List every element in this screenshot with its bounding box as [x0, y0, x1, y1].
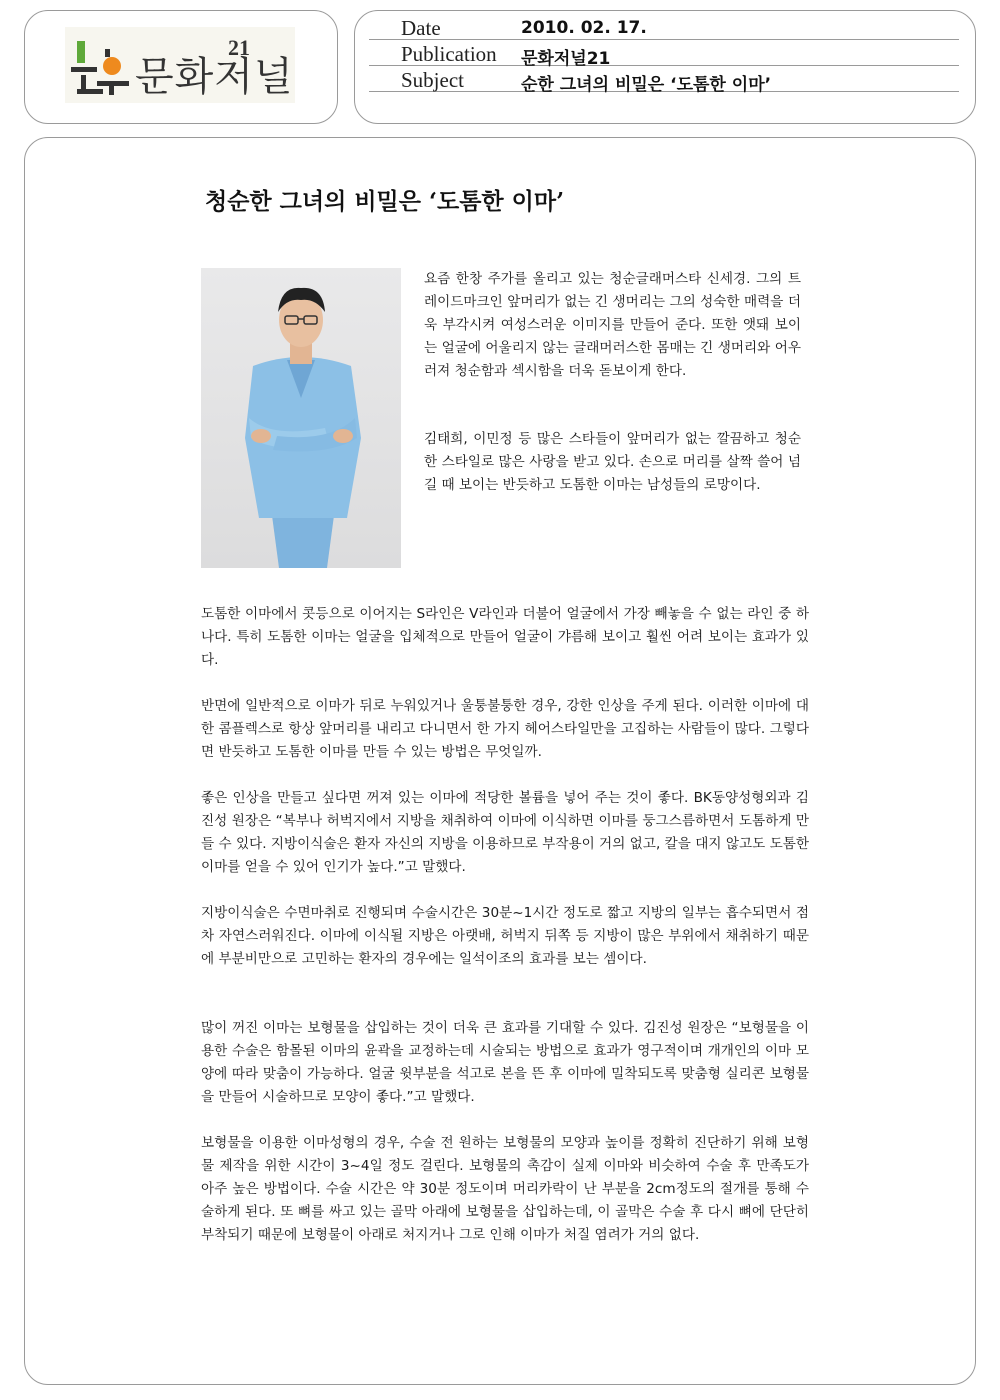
body-paragraph: 보형물을 이용한 이마성형의 경우, 수술 전 원하는 보형물의 모양과 높이를 정확히 진단하기 위해 보형물 제작을 위한 시간이 3~4일 정도 걸린다. 보형물의 촉감이 실제 이마와 비슷하여 수술 후 만족도가 아주 높은 방법이다. 수술 시간은 약 30분 정도이며 머리카락이 난 부분을 2cm정도의 절개를 통해 수술하게 된다. 또 뼈를 싸고 있는 골막 아래에 보형물을 삽입하는데, 이 골막은 수술 후 다시 뼈에 단단히 부착되기 때문에 보형물이 아래로 처지거나 그로 인해 이마가 처질 염려가 거의 없다. [201, 1135, 809, 1243]
logo-panel [24, 10, 338, 124]
logo-green-stroke [77, 41, 85, 63]
logo-orange-dot [103, 57, 121, 75]
logo-dark-stroke [77, 89, 103, 94]
article-title: 청순한 그녀의 비밀은 ‘도톰한 이마’ [205, 188, 565, 215]
logo-dark-stroke [71, 67, 97, 72]
doctor-portrait-photo [201, 268, 401, 568]
body-paragraph: 지방이식술은 수면마취로 진행되며 수술시간은 30분~1시간 정도로 짧고 지방의 일부는 흡수되면서 점차 자연스러워진다. 이마에 이식될 지방은 아랫배, 허벅지 뒤쪽 등 지방이 많은 부위에서 채취하기 때문에 부분비만으로 고민하는 환자의 경우에는 일석이조의 효과를 보는 셈이다. [201, 905, 809, 967]
meta-row-subject [369, 66, 959, 95]
meta-value: 2010. 02. 17. [521, 18, 647, 38]
meta-value: 문화저널21 [521, 49, 611, 69]
meta-label: Subject [401, 68, 464, 92]
body-paragraph: 도톰한 이마에서 콧등으로 이어지는 S라인은 V라인과 더불어 얼굴에서 가장 빼놓을 수 없는 라인 중 하나다. 특히 도톰한 이마는 얼굴을 입체적으로 만들어 얼굴이 갸름해 보이고 훨씬 어려 보이는 효과가 있다. [201, 606, 809, 668]
metadata-panel [354, 10, 976, 124]
article-panel [24, 137, 976, 1385]
body-paragraph: 반면에 일반적으로 이마가 뒤로 누워있거나 울퉁불퉁한 경우, 강한 인상을 주게 된다. 이러한 이마에 대한 콤플렉스로 항상 앞머리를 내리고 다니면서 한 가지 헤어스타일만을 고집하는 사람들이 많다. 그렇다면 반듯하고 도톰한 이마를 만들 수 있는 방법은 무엇일까. [201, 698, 809, 760]
meta-value: 순한 그녀의 비밀은 ‘도톰한 이마’ [521, 75, 772, 95]
meta-row-date [369, 14, 959, 40]
meta-label: Date [401, 16, 441, 40]
meta-row-publication [369, 40, 959, 69]
logo-number: 21 [228, 35, 250, 60]
logo-dark-stroke [105, 49, 110, 57]
logo-text: 문화저널 [135, 54, 294, 100]
doctor-figure-icon [201, 268, 401, 568]
meta-label: Publication [401, 42, 497, 66]
publication-logo [65, 27, 295, 103]
intro-paragraph: 김태희, 이민정 등 많은 스타들이 앞머리가 없는 깔끔하고 청순한 스타일로 많은 사랑을 받고 있다. 손으로 머리를 살짝 쓸어 넘길 때 보이는 반듯하고 도톰한 이마는 남성들의 로망이다. [424, 431, 801, 493]
body-paragraph: 좋은 인상을 만들고 싶다면 꺼져 있는 이마에 적당한 볼륨을 넣어 주는 것이 좋다. BK동양성형외과 김진성 원장은 “복부나 허벅지에서 지방을 채취하여 이마에 이식하면 이마를 둥그스름하면서 도톰하게 만들 수 있다. 지방이식술은 환자 자신의 지방을 이용하므로 부작용이 거의 없고, 칼을 대지 않고도 도톰한 이마를 얻을 수 있어 인기가 높다.”고 말했다. [201, 790, 809, 875]
logo-dark-stroke [109, 85, 114, 95]
intro-paragraph: 요즘 한창 주가를 올리고 있는 청순글래머스타 신세경. 그의 트레이드마크인 앞머리가 없는 긴 생머리는 그의 성숙한 매력을 더욱 부각시켜 여성스러운 이미지를 만들어 준다. 또한 앳돼 보이는 얼굴에 어울리지 않는 글래머러스한 몸매는 긴 생머리와 어우러져 청순함과 섹시함을 더욱 돋보이게 한다. [424, 271, 801, 379]
body-paragraph: 많이 꺼진 이마는 보형물을 삽입하는 것이 더욱 큰 효과를 기대할 수 있다. 김진성 원장은 “보형물을 이용한 수술은 함몰된 이마의 윤곽을 교정하는데 시술되는 방법으로 효과가 영구적이며 개개인의 이마 모양에 따라 맞춤이 가능하다. 얼굴 윗부분을 석고로 본을 뜬 후 이마에 밀착되도록 맞춤형 실리콘 보형물을 만들어 시술하므로 모양이 좋다.”고 말했다. [201, 1020, 810, 1105]
